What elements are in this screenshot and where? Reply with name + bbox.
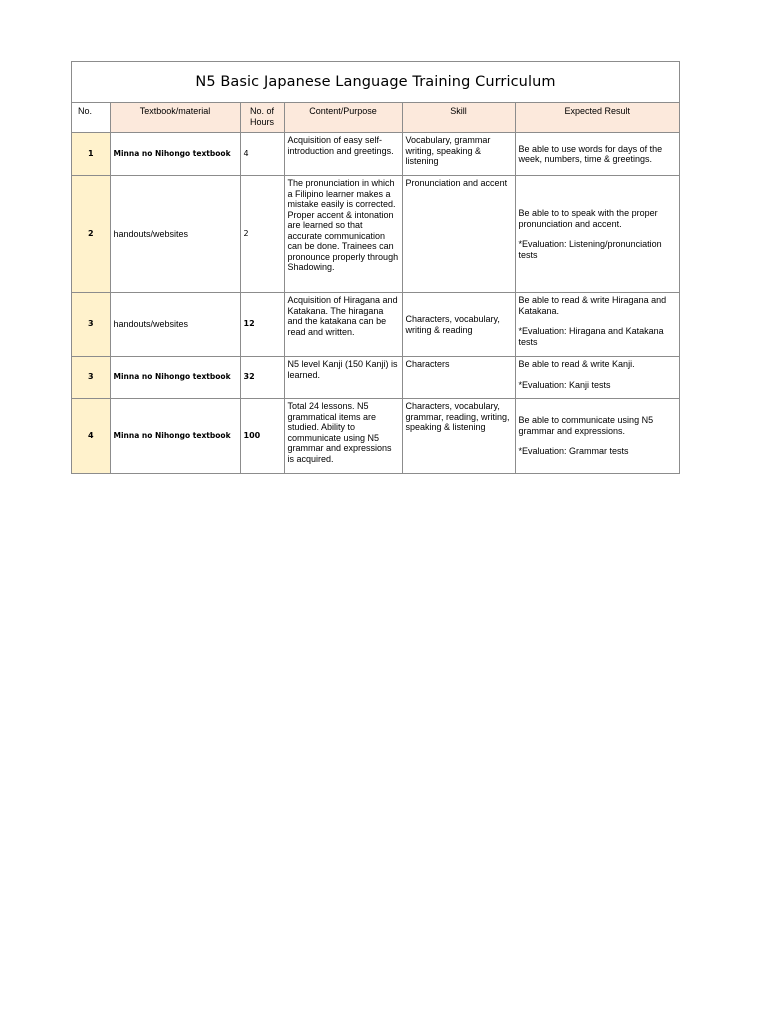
table-row <box>72 133 679 176</box>
result-text: Be able to communicate using N5 grammar and expressions. <box>518 415 654 436</box>
result-text: Be able to to speak with the proper pronunciation and accent. <box>518 208 658 229</box>
row-content: N5 level Kanji (150 Kanji) is learned. <box>284 357 402 399</box>
header-material: Textbook/material <box>110 103 240 133</box>
table-row <box>72 293 679 357</box>
result-text: Be able to read & write Kanji. <box>518 359 635 369</box>
row-hours: 32 <box>240 357 284 399</box>
row-number: 3 <box>72 293 110 357</box>
row-result <box>515 133 679 176</box>
table-row <box>72 357 679 399</box>
header-hours-line2: Hours <box>249 116 274 127</box>
row-skill: Pronunciation and accent <box>402 176 515 293</box>
row-result <box>515 176 679 293</box>
header-hours <box>240 103 284 133</box>
row-material: Minna no Nihongo textbook <box>110 357 240 399</box>
result-text: Be able to read & write Hiragana and Katakana. <box>518 295 667 316</box>
evaluation-text: *Evaluation: Kanji tests <box>518 379 611 390</box>
row-content: The pronunciation in which a Filipino learner makes a mistake easily is corrected. Proper accent & intonation are learned so that accurate communication can be done. Trainees can pronounce properly through Shadowing. <box>284 176 402 293</box>
curriculum-table <box>72 103 679 473</box>
row-number: 2 <box>72 176 110 293</box>
row-result <box>515 357 679 399</box>
row-hours: 12 <box>240 293 284 357</box>
table-row <box>72 399 679 473</box>
row-number: 3 <box>72 357 110 399</box>
row-skill: Characters, vocabulary, grammar, reading, writing, speaking & listening <box>402 399 515 473</box>
curriculum-sheet <box>71 61 680 474</box>
row-content: Acquisition of easy self-introduction and greetings. <box>284 133 402 176</box>
row-content: Acquisition of Hiragana and Katakana. The hiragana and the katakana can be read and written. <box>284 293 402 357</box>
table-row <box>72 176 679 293</box>
header-content: Content/Purpose <box>284 103 402 133</box>
row-material: handouts/websites <box>110 293 240 357</box>
row-number: 4 <box>72 399 110 473</box>
evaluation-text: *Evaluation: Listening/pronunciation tests <box>518 239 662 260</box>
row-hours: 100 <box>240 399 284 473</box>
header-hours-line1: No. of <box>249 106 274 116</box>
header-result: Expected Result <box>515 103 679 133</box>
result-text: Be able to use words for days of the week, numbers, time & greetings. <box>518 143 663 164</box>
row-hours: 2 <box>240 176 284 293</box>
header-row <box>72 103 679 133</box>
row-material: handouts/websites <box>110 176 240 293</box>
header-skill: Skill <box>402 103 515 133</box>
row-skill: Characters <box>402 357 515 399</box>
row-skill: Characters, vocabulary, writing & reading <box>402 293 515 357</box>
evaluation-text: *Evaluation: Grammar tests <box>518 446 629 456</box>
document-title: N5 Basic Japanese Language Training Curriculum <box>72 62 679 103</box>
row-skill: Vocabulary, grammar writing, speaking & listening <box>402 133 515 176</box>
row-hours: 4 <box>240 133 284 176</box>
row-number: 1 <box>72 133 110 176</box>
row-result <box>515 399 679 473</box>
row-material: Minna no Nihongo textbook <box>110 133 240 176</box>
row-content: Total 24 lessons. N5 grammatical items are studied. Ability to communicate using N5 grammar and expressions is acquired. <box>284 399 402 473</box>
header-no: No. <box>72 103 110 133</box>
row-material: Minna no Nihongo textbook <box>110 399 240 473</box>
row-result <box>515 293 679 357</box>
evaluation-text: *Evaluation: Hiragana and Katakana tests <box>518 326 664 347</box>
